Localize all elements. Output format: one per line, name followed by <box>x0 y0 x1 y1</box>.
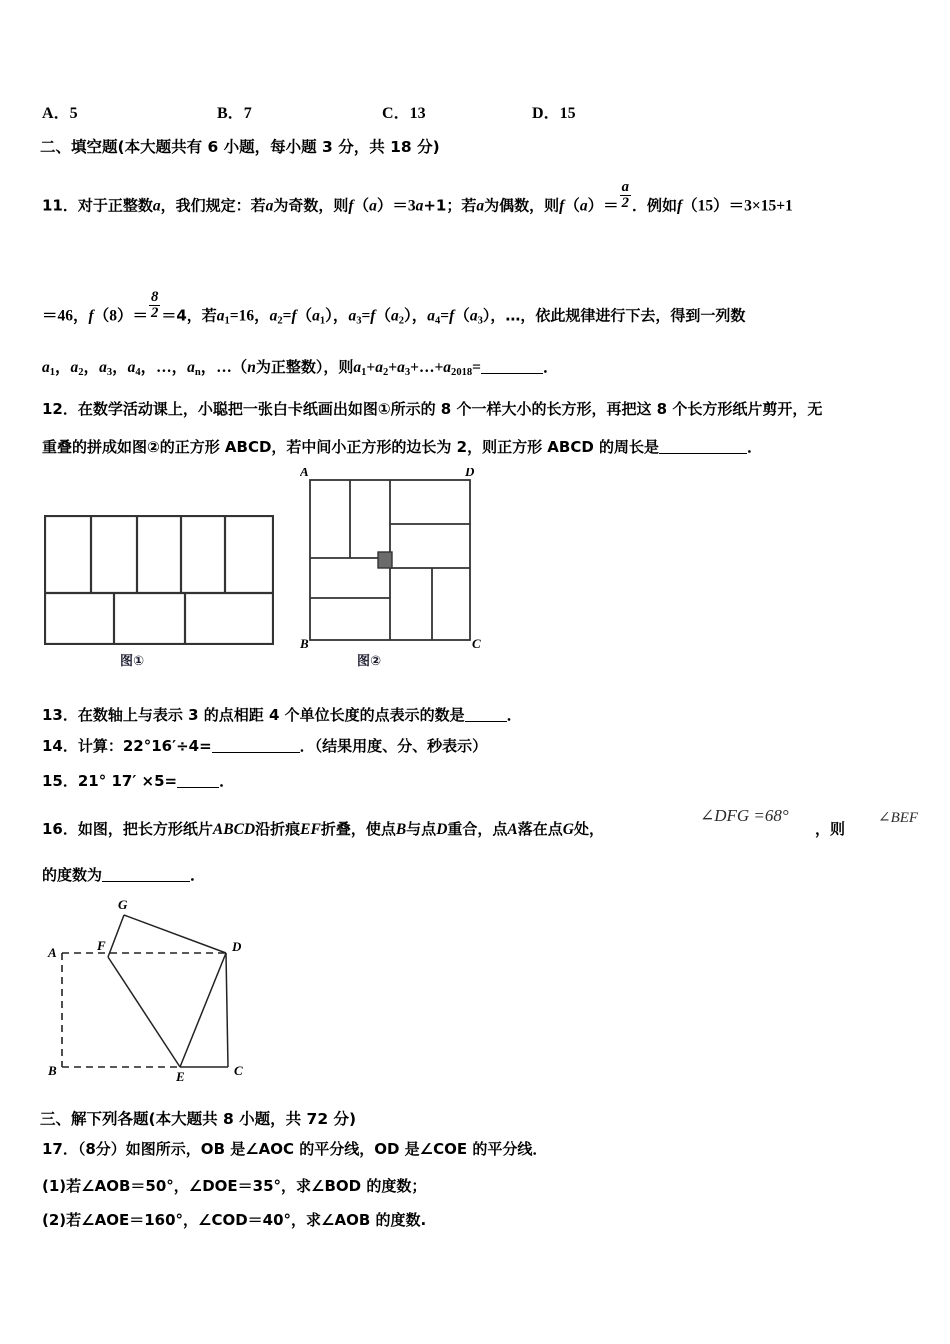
q16-seg-FE <box>108 957 180 1067</box>
question-11-line-1 <box>42 179 793 215</box>
q16-equation-dfg: ∠DFG =68° <box>700 806 789 825</box>
option-c[interactable]: C．13 <box>382 105 426 122</box>
q11-l3-o: + <box>388 359 398 376</box>
q11-l2-i: （ <box>375 307 391 325</box>
q16-l1-c: 折叠，使点 <box>320 820 396 838</box>
q16-label-E: E <box>176 1069 185 1084</box>
figure-1 <box>44 515 274 645</box>
q11-l3-a: a <box>42 359 50 376</box>
q11-l1-f2: f <box>559 197 565 215</box>
q11-l2-a4: a <box>427 307 436 325</box>
fraction-denominator: 2 <box>621 195 629 212</box>
q11-l2-a: ＝46， <box>42 307 89 325</box>
q11-l3-j: ，…（ <box>200 359 248 376</box>
q11-l2-f1: f <box>88 307 94 325</box>
fig2-label-A: A <box>300 468 309 479</box>
q12-l2-end: ． <box>747 439 763 456</box>
figure-2-svg <box>300 468 500 648</box>
q11-l1-var6: a <box>579 197 588 215</box>
q11-l3-gsub: 4 <box>135 366 141 378</box>
q12-answer-blank[interactable] <box>659 439 747 455</box>
fraction2-denominator: 2 <box>150 305 159 322</box>
q11-l1-f3: f <box>676 197 683 215</box>
q16-seg-FG <box>108 915 124 957</box>
question-12-line-1: 12．在数学活动课上，小聪把一张白卡纸画出如图①所示的 8 个一样大小的长方形，再把这 8 个长方形纸片剪开，无 <box>42 400 823 418</box>
q11-l1-a: 11．对于正整数 <box>42 196 153 215</box>
q11-l3-s: = <box>472 359 481 376</box>
q11-l2-a1b: a <box>312 307 320 325</box>
q16-l1-abcd: ABCD <box>212 821 256 838</box>
q16-seg-ED <box>180 953 226 1067</box>
figure-1-caption: 图① <box>120 654 145 669</box>
q11-l2-k: = <box>440 307 450 325</box>
section-3-heading: 三、解下列各题(本大题共 8 小题，共 72 分) <box>40 1110 357 1128</box>
q16-label-B: B <box>48 1063 57 1078</box>
q11-l3-p: a <box>397 359 405 376</box>
q11-l3-n2sub: 2 <box>383 366 389 378</box>
q16-l2-end: ． <box>190 867 206 884</box>
fraction-8-over-2 <box>149 290 160 320</box>
q11-l2-l: （ <box>454 307 470 325</box>
q11-l1-c: 为奇数，则 <box>273 196 349 215</box>
q13-answer-blank[interactable] <box>465 707 507 723</box>
q14-text-a: 14．计算：22°16′÷4= <box>42 737 212 755</box>
q11-l1-var4: a <box>415 197 424 215</box>
q11-l3-l: a <box>353 359 362 376</box>
q11-l3-h: ，…， <box>140 359 188 376</box>
q11-l2-j: ）， <box>404 307 428 325</box>
q13-end: ． <box>506 707 523 724</box>
q14-answer-blank[interactable] <box>212 738 300 754</box>
q11-l3-m: + <box>366 359 376 376</box>
q11-l2-f2: f <box>291 307 297 325</box>
q11-l3-lsub: 1 <box>361 366 367 378</box>
q16-l2-a: 的度数为 <box>42 866 103 884</box>
q12-l2-a: 重叠的拼成如图②的正方形 ABCD，若中间小正方形的边长为 2，则正方形 ABCD 的周长是 <box>42 438 660 456</box>
q11-l3-n2: a <box>375 359 383 376</box>
q11-l3-i: a <box>187 359 195 376</box>
q11-l1-d: （ <box>353 197 370 215</box>
q16-seg-GD <box>124 915 226 953</box>
q11-l2-a2sub: 2 <box>277 315 283 327</box>
option-a[interactable]: A．5 <box>42 105 78 122</box>
fraction-numerator: a <box>621 179 629 196</box>
q16-l1-b: 沿折痕 <box>255 820 301 838</box>
q11-l3-end: ． <box>542 359 559 376</box>
q11-l1-var3: a <box>369 197 377 215</box>
q16-l1-h: ，则 <box>815 820 846 838</box>
q11-l3-r: a <box>443 359 452 376</box>
q16-l1-B: B <box>395 821 407 838</box>
option-a-letter: A <box>42 105 54 122</box>
q11-l2-a4sub: 4 <box>435 315 441 327</box>
q16-l1-f: 落在点 <box>517 820 563 838</box>
q11-l2-f3: f <box>370 307 376 325</box>
q13-text: 13．在数轴上与表示 3 的点相距 4 个单位长度的点表示的数是 <box>42 706 465 724</box>
q11-l1-l: （15）＝3×15+1 <box>682 197 793 215</box>
question-16-line-1 <box>42 818 604 839</box>
q16-l1-D: D <box>436 821 448 838</box>
question-13 <box>42 703 522 725</box>
q11-l2-a3: a <box>348 307 357 325</box>
section-2-heading: 二、填空题(本大题共有 6 小题，每小题 3 分，共 18 分) <box>40 138 440 156</box>
q11-l1-i: （ <box>564 197 580 215</box>
q11-l3-psub: 3 <box>404 366 411 378</box>
question-14 <box>42 735 487 756</box>
q14-text-b: ．（结果用度、分、秒表示） <box>299 737 488 755</box>
q15-answer-blank[interactable] <box>177 773 219 789</box>
figure-2-caption: 图② <box>357 654 382 669</box>
question-17-line-1: 17．（8分）如图所示，OB 是∠AOC 的平分线，OD 是∠COE 的平分线． <box>42 1140 548 1158</box>
q11-l2-a1bsub: 1 <box>319 315 326 327</box>
answer-options-row <box>42 100 662 123</box>
q11-l2-f4: f <box>449 307 455 325</box>
q16-l1-ef: EF <box>300 821 321 838</box>
q11-l3-b: ， <box>55 359 71 376</box>
q11-l1-f1: f <box>348 197 354 215</box>
q11-l1-h: 为偶数，则 <box>484 196 560 215</box>
q11-l3-d: ， <box>83 359 100 376</box>
q15-end: ． <box>219 773 235 790</box>
q11-l2-h: = <box>361 307 371 325</box>
fig2-label-D: D <box>465 468 475 479</box>
q11-l2-a3sub: 3 <box>356 315 362 327</box>
q16-answer-blank[interactable] <box>102 867 190 883</box>
option-d[interactable]: D．15 <box>532 105 576 122</box>
q11-l2-a2b: a <box>390 307 399 325</box>
question-17-part-1: (1)若∠AOB＝50°，∠DOE＝35°，求∠BOD 的度数； <box>42 1177 427 1195</box>
fig1-outer-rect <box>45 516 273 644</box>
q11-l2-e: = <box>282 307 292 325</box>
q11-l3-f: ， <box>112 359 128 376</box>
q16-l1-A: A <box>507 821 518 838</box>
q16-l1-d: 与点 <box>406 820 437 838</box>
q16-l1-g: 处， <box>573 820 604 838</box>
question-17-part-2: (2)若∠AOE＝160°，∠COD＝40°，求∠AOB 的度数. <box>42 1211 427 1229</box>
q15-text-a: 15．21° 17′ ×5= <box>42 772 178 790</box>
fig2-label-C: C <box>472 636 481 648</box>
figure-q16-fold <box>40 895 270 1085</box>
option-d-letter: D <box>532 105 544 122</box>
q16-l1-h-wrap <box>815 818 845 839</box>
option-b[interactable]: B．7 <box>217 105 252 122</box>
q11-l2-m: ），…，依此规律进行下去，得到一列数 <box>482 306 746 325</box>
q11-l2-b: （8）＝ <box>93 307 148 325</box>
question-11-line-3 <box>42 355 558 378</box>
q11-l3-asub: 1 <box>49 366 56 378</box>
question-12-line-2 <box>42 435 763 457</box>
figure-q16-svg <box>40 895 270 1085</box>
q11-l3-c: a <box>70 359 79 376</box>
q11-l2-g: ）， <box>325 307 349 325</box>
option-c-value: 13 <box>409 105 426 122</box>
option-c-letter: C <box>382 105 394 122</box>
q11-l3-g: a <box>127 359 136 376</box>
q11-l2-a1sub: 1 <box>224 315 230 327</box>
q11-l2-a2bsub: 2 <box>398 315 404 327</box>
q11-l3-q: +…+ <box>410 359 444 376</box>
q11-answer-blank[interactable] <box>481 359 543 375</box>
figure-2 <box>300 468 500 648</box>
q11-l2-a2: a <box>269 307 278 325</box>
q16-l1-G: G <box>562 821 574 838</box>
q11-l1-var5: a <box>476 197 485 215</box>
option-a-value: 5 <box>69 105 78 122</box>
q11-l3-e: a <box>99 359 107 376</box>
q16-l1-a: 16．如图，把长方形纸片 <box>42 820 213 838</box>
option-b-value: 7 <box>243 105 252 122</box>
fraction-a-over-2 <box>620 180 631 210</box>
q16-l1-e: 重合，点 <box>447 820 508 838</box>
q16-label-F: F <box>97 938 106 953</box>
fig2-center-small-square <box>378 552 392 568</box>
fraction2-numerator: 8 <box>150 289 159 306</box>
q11-l1-var1: a <box>152 197 161 215</box>
q16-equation-bef: ∠BEF <box>878 810 919 826</box>
q11-l3-k: 为正整数），则 <box>255 358 354 376</box>
fig2-label-B: B <box>300 636 309 648</box>
q11-l2-a3bsub: 3 <box>477 315 483 327</box>
q11-l2-c: ＝4，若 <box>161 306 217 325</box>
q11-l3-csub: 2 <box>78 366 84 378</box>
q11-l2-f: （ <box>296 307 313 325</box>
q16-label-D: D <box>232 939 242 954</box>
q11-l3-esub: 3 <box>106 366 113 378</box>
q11-l3-isub: n <box>194 366 201 378</box>
question-11-line-2 <box>42 289 746 327</box>
q11-l1-j: ）＝ <box>587 197 619 215</box>
q11-l1-var2: a <box>265 197 274 215</box>
figure-1-svg <box>44 515 274 645</box>
q11-l1-g: +1；若 <box>423 196 477 215</box>
question-15 <box>42 769 235 791</box>
q11-l1-e: ）＝3 <box>376 197 416 215</box>
q11-l3-rsub: 2018 <box>451 366 473 378</box>
question-16-line-2 <box>42 863 206 885</box>
q11-l2-a1: a <box>216 307 225 325</box>
q16-label-A: A <box>48 945 57 960</box>
q11-l2-d: =16， <box>229 307 270 325</box>
q11-l3-n: n <box>247 359 256 376</box>
q16-seg-CD <box>226 953 228 1067</box>
q11-l2-a3b: a <box>469 307 478 325</box>
q11-l1-k: ．例如 <box>631 196 677 215</box>
q11-l1-b: ，我们规定：若 <box>160 196 266 215</box>
q16-label-G: G <box>118 897 128 912</box>
option-d-value: 15 <box>559 105 576 122</box>
option-b-letter: B <box>217 105 228 122</box>
q16-label-C: C <box>234 1063 243 1078</box>
